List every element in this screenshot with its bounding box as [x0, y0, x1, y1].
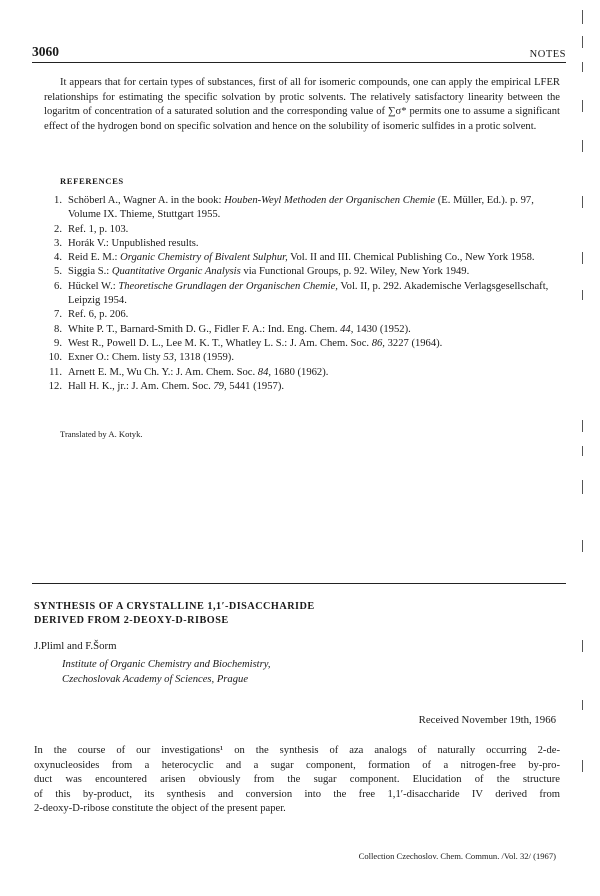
reference-item — [44, 223, 560, 237]
reference-item — [44, 366, 560, 380]
reference-item — [44, 251, 560, 265]
reference-italic-part: Theoretische Grundlagen der Organischen Chemie, — [118, 280, 338, 292]
reference-text-part: Ref. 1, p. 103. — [68, 223, 129, 235]
reference-item — [44, 265, 560, 279]
reference-text — [68, 223, 560, 237]
received-date: Received November 19th, 1966 — [418, 714, 556, 726]
scan-mark — [582, 62, 583, 72]
reference-text — [68, 251, 560, 265]
reference-number: 6. — [54, 280, 62, 292]
reference-number: 3. — [54, 237, 62, 249]
reference-text — [68, 337, 560, 351]
reference-text-part: 1430 (1952). — [353, 323, 411, 335]
reference-text-part: Schöberl A., Wagner A. in the book: — [68, 195, 225, 206]
reference-italic-part: 44, — [340, 323, 354, 335]
reference-text-part: 1680 (1962). — [271, 366, 329, 378]
reference-italic-part: Organic Chemistry of Bivalent Sulphur, — [120, 252, 288, 264]
reference-item — [44, 323, 560, 337]
reference-italic-part: 84, — [257, 366, 272, 378]
reference-text — [68, 323, 560, 337]
reference-item — [44, 237, 560, 251]
running-head: NOTES — [529, 49, 566, 60]
translator-credit: Translated by A. Kotyk. — [60, 429, 143, 439]
reference-italic-part: Houben-Weyl Methoden der Organischen Chemie — [224, 195, 436, 206]
reference-text-part: via Functional Groups, p. 92. Wiley, New York 1949. — [240, 266, 470, 278]
reference-number: 2. — [54, 223, 62, 235]
reference-text-part: Vol. II and III. Chemical Publishing Co., New York 1958. — [287, 252, 535, 264]
reference-item — [44, 308, 560, 322]
reference-text — [68, 351, 560, 365]
scan-mark — [582, 480, 583, 494]
scan-mark — [582, 100, 583, 112]
reference-number: 8. — [54, 323, 62, 335]
reference-text-part: Reid E. M.: — [68, 252, 121, 264]
scan-mark — [582, 446, 583, 456]
scan-mark — [582, 140, 583, 152]
intro-paragraph-line: duct was encountered arisen obviously from the sugar component. Elucidation of the structure — [34, 774, 560, 786]
scan-mark — [582, 196, 583, 208]
scan-mark — [582, 540, 583, 552]
reference-text — [68, 380, 560, 394]
reference-text — [68, 366, 560, 380]
article-title — [34, 600, 474, 627]
references-title: REFERENCES — [60, 176, 124, 186]
section-divider — [32, 583, 566, 584]
article-title-line: DERIVED FROM 2-DEOXY-D-RIBOSE — [34, 614, 229, 626]
reference-text — [68, 308, 560, 322]
article-authors: J.Pliml and F.Šorm — [34, 640, 117, 652]
scan-mark — [582, 290, 583, 300]
affiliation-line: Institute of Organic Chemistry and Biochemistry, — [62, 659, 271, 670]
reference-text-part: (E. Müller, Ed.). p. 97, Volume IX. Thieme, Stuttgart 1955. — [68, 195, 534, 221]
journal-footer: Collection Czechoslov. Chem. Commun. /Vol. 32/ (1967) — [358, 851, 556, 861]
reference-number: 1. — [54, 195, 62, 206]
reference-number: 11. — [49, 366, 62, 378]
reference-text — [68, 280, 560, 309]
reference-italic-part: 53, — [163, 352, 177, 364]
reference-text-part: Hückel W.: — [68, 280, 119, 292]
closing-paragraph: It appears that for certain types of substances, first of all for isomeric compounds, one can apply the empirical LFER relationships for estimating the specific solvation by protic solvents. The relatively satisfactory linearity between the logaritm of concentration of a saturated solution and the corresponding value of ∑σ* permits one to assume a significant effect of the hydrogen bond on specific solvation and hence on the solubility of isomeric sulfides in a protic solvent. — [44, 77, 560, 132]
reference-item — [44, 280, 560, 309]
reference-number: 12. — [48, 380, 62, 392]
reference-text-part: 5441 (1957). — [226, 380, 285, 392]
reference-item — [44, 194, 560, 223]
reference-number: 10. — [48, 352, 62, 364]
reference-text — [68, 265, 560, 279]
reference-text-part: Exner O.: Chem. listy — [68, 352, 164, 364]
scan-mark — [582, 640, 583, 652]
reference-text-part: Horák V.: Unpublished results. — [68, 237, 199, 249]
intro-paragraph-line: 2-deoxy-D-ribose constitute the object of the present paper. — [34, 803, 286, 815]
scan-mark — [582, 700, 583, 710]
reference-text-part: Siggia S.: — [68, 266, 112, 278]
scan-mark — [582, 252, 583, 264]
reference-text-part: Arnett E. M., Wu Ch. Y.: J. Am. Chem. Soc. — [68, 366, 258, 378]
scan-mark — [582, 36, 583, 48]
article-title-line: SYNTHESIS OF A CRYSTALLINE 1,1′-DISACCHARIDE — [34, 601, 315, 612]
reference-text-part: Vol. II, p. 292. Akademische Verlagsgesellschaft, Leipzig 1954. — [68, 280, 549, 307]
intro-paragraph-line: of this by-product, its synthesis and conversion into the free 1,1′-disaccharide IV derived from — [34, 788, 560, 800]
reference-text — [68, 194, 560, 223]
intro-paragraph-line: In the course of our investigations¹ on the synthesis of aza analogs of naturally occurring 2-de- — [34, 745, 560, 756]
reference-italic-part: 86, — [371, 337, 385, 349]
scan-mark — [582, 420, 583, 432]
intro-paragraph-line: oxynucleosides from a heterocyclic and a sugar component, formation of a nitrogen-free by-pro- — [34, 759, 560, 771]
scan-mark — [582, 10, 583, 24]
reference-item — [44, 337, 560, 351]
page-number: 3060 — [32, 44, 59, 59]
reference-text-part: 3227 (1964). — [384, 337, 443, 349]
affiliation-line: Czechoslovak Academy of Sciences, Prague — [62, 673, 249, 685]
references-list — [44, 194, 560, 394]
reference-number: 7. — [54, 309, 62, 321]
reference-number: 4. — [54, 252, 62, 264]
reference-text-part: Ref. 6, p. 206. — [68, 309, 129, 321]
reference-text-part: 1318 (1959). — [176, 352, 234, 364]
reference-number: 9. — [54, 337, 62, 349]
reference-text-part: White P. T., Barnard-Smith D. G., Fidler F. A.: Ind. Eng. Chem. — [68, 323, 341, 335]
reference-text-part: West R., Powell D. L., Lee M. K. T., Whatley L. S.: J. Am. Chem. Soc. — [68, 337, 372, 349]
scan-mark — [582, 760, 583, 772]
reference-italic-part: 79, — [213, 380, 227, 392]
reference-text-part: Hall H. K., jr.: J. Am. Chem. Soc. — [68, 380, 214, 392]
reference-text — [68, 237, 560, 251]
reference-number: 5. — [54, 266, 62, 278]
page-header — [32, 40, 566, 63]
reference-italic-part: Quantitative Organic Analysis — [111, 266, 241, 278]
reference-item — [44, 380, 560, 394]
author-affiliation — [62, 658, 271, 687]
intro-paragraph — [34, 744, 560, 817]
scan-margin-marks — [582, 0, 590, 896]
reference-item — [44, 351, 560, 365]
